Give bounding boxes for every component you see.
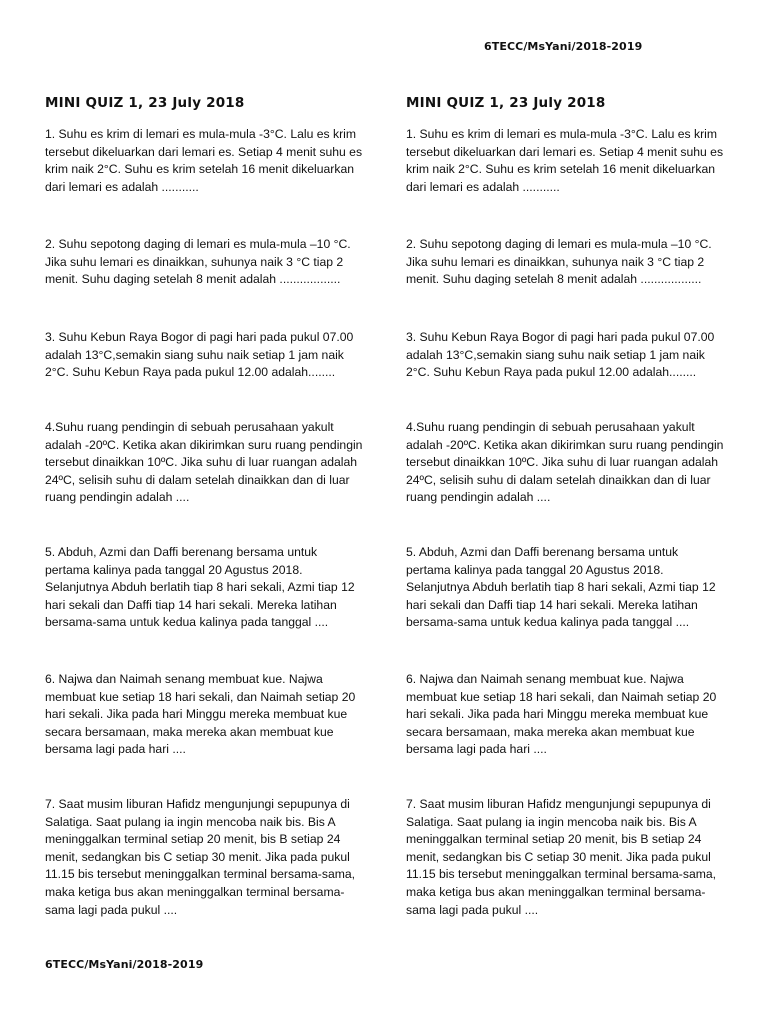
question-7: 7. Saat musim liburan Hafidz mengunjungi sepupunya di Salatiga. Saat pulang ia ingin mencoba naik bis. Bis A meninggalkan terminal setiap 20 menit, bis B setiap 24 menit, sedangkan bis C setiap 30 menit. Jika pada pukul 11.15 bis tersebut meninggalkan terminal bersama-sama, maka ketiga bus akan meninggalkan terminal bersama-sama lagi pada pukul .... [45, 797, 356, 917]
question-1: 1. Suhu es krim di lemari es mula-mula -3°C. Lalu es krim tersebut dikeluarkan dari lemari es. Setiap 4 menit suhu es krim naik 2°C. Suhu es krim setelah 16 menit dikeluarkan dari lemari es adalah ........... [45, 127, 363, 194]
question-5: 5. Abduh, Azmi dan Daffi berenang bersama untuk pertama kalinya pada tanggal 20 Agustus 2018. Selanjutnya Abduh berlatih tiap 8 hari sekali, Azmi tiap 12 hari sekali dan Daffi tiap 14 hari sekali. Mereka latihan bersama-sama untuk kedua kalinya pada tanggal .... [45, 545, 355, 630]
question-2: 2. Suhu sepotong daging di lemari es mula-mula –10 °C. Jika suhu lemari es dinaikkan, suhunya naik 3 °C tiap 2 menit. Suhu daging setelah 8 menit adalah .................. [406, 237, 712, 287]
quiz-column-right [406, 95, 726, 917]
quiz-title: MINI QUIZ 1, 23 July 2018 [45, 95, 245, 111]
question-6: 6. Najwa dan Naimah senang membuat kue. Najwa membuat kue setiap 18 hari sekali, dan Naimah setiap 20 hari sekali. Jika pada hari Minggu mereka membuat kue secara bersamaan, maka mereka akan membuat kue bersama lagi pada hari .... [406, 672, 717, 757]
header-code: 6TECC/MsYani/2018-2019 [484, 40, 643, 53]
question-7: 7. Saat musim liburan Hafidz mengunjungi sepupunya di Salatiga. Saat pulang ia ingin mencoba naik bis. Bis A meninggalkan terminal setiap 20 menit, bis B setiap 24 menit, sedangkan bis C setiap 30 menit. Jika pada pukul 11.15 bis tersebut meninggalkan terminal bersama-sama, maka ketiga bus akan meninggalkan terminal bersama-sama lagi pada pukul .... [406, 797, 717, 917]
question-2: 2. Suhu sepotong daging di lemari es mula-mula –10 °C. Jika suhu lemari es dinaikkan, suhunya naik 3 °C tiap 2 menit. Suhu daging setelah 8 menit adalah .................. [45, 237, 351, 287]
question-3: 3. Suhu Kebun Raya Bogor di pagi hari pada pukul 07.00 adalah 13°C,semakin siang suhu naik setiap 1 jam naik 2°C. Suhu Kebun Raya pada pukul 12.00 adalah........ [45, 330, 354, 380]
question-3: 3. Suhu Kebun Raya Bogor di pagi hari pada pukul 07.00 adalah 13°C,semakin siang suhu naik setiap 1 jam naik 2°C. Suhu Kebun Raya pada pukul 12.00 adalah........ [406, 330, 715, 380]
question-1: 1. Suhu es krim di lemari es mula-mula -3°C. Lalu es krim tersebut dikeluarkan dari lemari es. Setiap 4 menit suhu es krim naik 2°C. Suhu es krim setelah 16 menit dikeluarkan dari lemari es adalah ........... [406, 127, 724, 194]
question-4: 4.Suhu ruang pendingin di sebuah perusahaan yakult adalah -20ºC. Ketika akan dikirimkan suru ruang pendingin tersebut dinaikkan 10ºC. Jika suhu di luar ruangan adalah 24ºC, selisih suhu di dalam setelah dinaikkan dan di luar ruang pendingin adalah .... [45, 420, 363, 505]
question-4: 4.Suhu ruang pendingin di sebuah perusahaan yakult adalah -20ºC. Ketika akan dikirimkan suru ruang pendingin tersebut dinaikkan 10ºC. Jika suhu di luar ruangan adalah 24ºC, selisih suhu di dalam setelah dinaikkan dan di luar ruang pendingin adalah .... [406, 420, 724, 505]
quiz-title: MINI QUIZ 1, 23 July 2018 [406, 95, 606, 111]
footer-code: 6TECC/MsYani/2018-2019 [45, 958, 204, 971]
question-6: 6. Najwa dan Naimah senang membuat kue. Najwa membuat kue setiap 18 hari sekali, dan Naimah setiap 20 hari sekali. Jika pada hari Minggu mereka membuat kue secara bersamaan, maka mereka akan membuat kue bersama lagi pada hari .... [45, 672, 356, 757]
quiz-column-left [45, 95, 365, 917]
question-5: 5. Abduh, Azmi dan Daffi berenang bersama untuk pertama kalinya pada tanggal 20 Agustus 2018. Selanjutnya Abduh berlatih tiap 8 hari sekali, Azmi tiap 12 hari sekali dan Daffi tiap 14 hari sekali. Mereka latihan bersama-sama untuk kedua kalinya pada tanggal .... [406, 545, 716, 630]
